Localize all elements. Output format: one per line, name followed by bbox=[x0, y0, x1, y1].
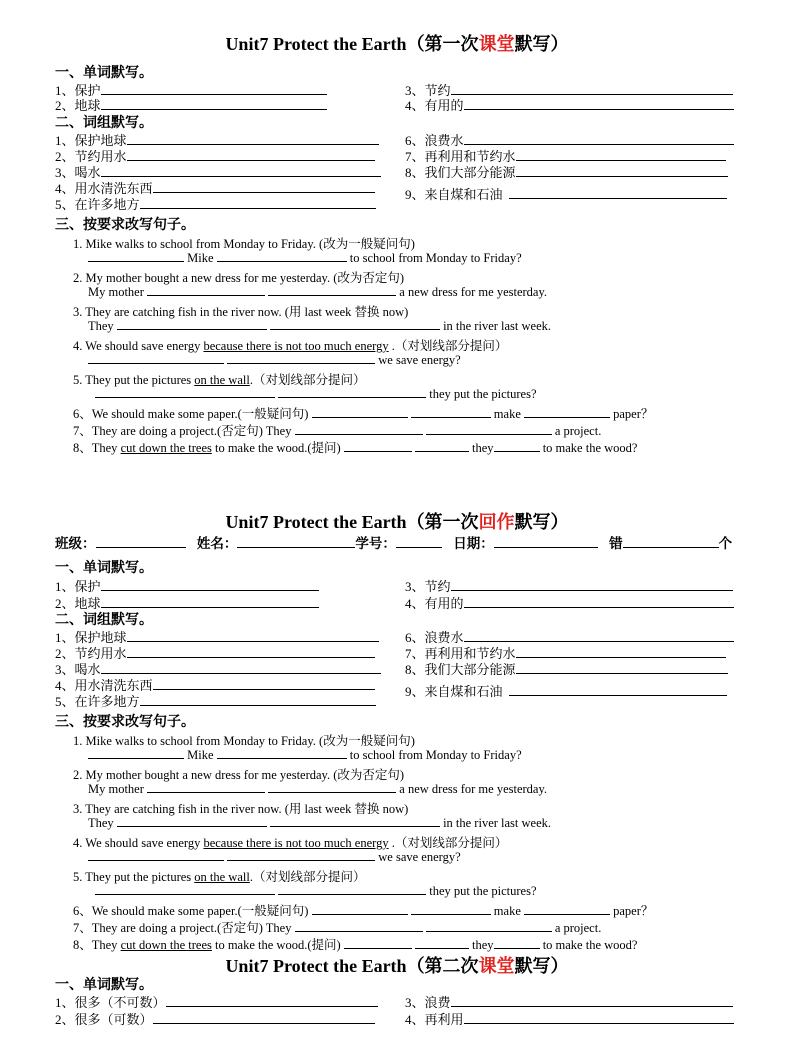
sentence-6: 6、We should make some paper.(一般疑问句) make paper？ bbox=[73, 904, 654, 918]
answer-blank[interactable] bbox=[96, 536, 186, 548]
section-sentences-heading-2: 三、按要求改写句子。 bbox=[55, 715, 195, 730]
answer-blank[interactable] bbox=[344, 441, 412, 452]
phrase-item-1: 1、保护地球 bbox=[55, 130, 379, 149]
answer-blank[interactable] bbox=[516, 646, 726, 658]
answer-blank[interactable] bbox=[101, 596, 319, 608]
sentence-5-answer: they put the pictures? bbox=[95, 387, 537, 402]
answer-blank[interactable] bbox=[166, 995, 378, 1007]
phrase-item-8: 8、我们大部分能源 bbox=[405, 162, 728, 181]
answer-blank[interactable] bbox=[451, 579, 733, 591]
answer-blank[interactable] bbox=[516, 662, 728, 674]
answer-blank[interactable] bbox=[278, 884, 426, 895]
section-sentences-heading: 三、按要求改写句子。 bbox=[55, 218, 195, 233]
sentence-4-answer: we save energy? bbox=[88, 850, 461, 865]
phrase-item-9: 9、来自煤和石油 bbox=[405, 681, 727, 700]
answer-blank[interactable] bbox=[88, 850, 224, 861]
answer-blank[interactable] bbox=[227, 353, 375, 364]
answer-blank[interactable] bbox=[153, 1012, 375, 1024]
sheet3-title: Unit7 Protect the Earth（第二次课堂默写） bbox=[225, 956, 569, 976]
section-words-heading-3: 一、单词默写。 bbox=[55, 978, 153, 993]
answer-blank[interactable] bbox=[140, 694, 376, 706]
word-item-3: 3、节约 bbox=[405, 80, 733, 99]
answer-blank[interactable] bbox=[411, 407, 491, 418]
sentence-2-prompt: 2. My mother bought a new dress for me yesterday. (改为否定句) bbox=[73, 271, 405, 285]
answer-blank[interactable] bbox=[101, 83, 327, 95]
sentence-1-answer: Mike to school from Monday to Friday? bbox=[88, 748, 522, 763]
answer-blank[interactable] bbox=[217, 251, 347, 262]
word-item-4: 4、再利用 bbox=[405, 1009, 734, 1028]
answer-blank[interactable] bbox=[227, 850, 375, 861]
answer-blank[interactable] bbox=[494, 441, 540, 452]
answer-blank[interactable] bbox=[426, 424, 552, 435]
sentence-5-prompt: 5. They put the pictures on the wall.（对划线部分提问） bbox=[73, 870, 366, 884]
answer-blank[interactable] bbox=[95, 387, 275, 398]
sentence-2-answer: My mother a new dress for me yesterday. bbox=[88, 285, 548, 299]
answer-blank[interactable] bbox=[88, 251, 184, 262]
answer-blank[interactable] bbox=[494, 536, 598, 548]
section-phrases-heading: 二、词组默写。 bbox=[55, 116, 153, 131]
answer-blank[interactable] bbox=[268, 285, 396, 296]
answer-blank[interactable] bbox=[623, 536, 719, 548]
sentence-8: 8、They cut down the trees to make the wood.(提问) they to make the wood? bbox=[73, 938, 638, 952]
sentence-5-answer: they put the pictures? bbox=[95, 884, 537, 899]
answer-blank[interactable] bbox=[509, 684, 727, 696]
phrase-item-5: 5、在许多地方 bbox=[55, 194, 376, 213]
answer-blank[interactable] bbox=[270, 319, 440, 330]
answer-blank[interactable] bbox=[127, 646, 375, 658]
sentence-3-answer: They in the river last week. bbox=[88, 319, 552, 333]
answer-blank[interactable] bbox=[295, 424, 423, 435]
phrase-item-6: 6、浪费水 bbox=[405, 627, 734, 646]
answer-blank[interactable] bbox=[88, 748, 184, 759]
word-item-3: 3、浪费 bbox=[405, 992, 733, 1011]
answer-blank[interactable] bbox=[516, 149, 726, 161]
word-item-1: 1、保护 bbox=[55, 576, 319, 595]
answer-blank[interactable] bbox=[101, 579, 319, 591]
sheet1-title: Unit7 Protect the Earth（第一次课堂默写） bbox=[225, 34, 569, 54]
word-item-4: 4、有用的 bbox=[405, 593, 734, 612]
word-item-1: 1、很多（不可数） bbox=[55, 992, 378, 1011]
answer-blank[interactable] bbox=[312, 904, 408, 915]
phrase-item-1: 1、保护地球 bbox=[55, 627, 379, 646]
phrase-item-3: 3、喝水 bbox=[55, 162, 381, 181]
word-item-2: 2、地球 bbox=[55, 593, 319, 612]
answer-blank[interactable] bbox=[451, 995, 733, 1007]
answer-blank[interactable] bbox=[509, 187, 727, 199]
answer-blank[interactable] bbox=[117, 319, 267, 330]
phrase-item-7: 7、再利用和节约水 bbox=[405, 146, 726, 165]
sentence-2-prompt: 2. My mother bought a new dress for me yesterday. (改为否定句) bbox=[73, 768, 405, 782]
answer-blank[interactable] bbox=[312, 407, 408, 418]
phrase-item-6: 6、浪费水 bbox=[405, 130, 734, 149]
answer-blank[interactable] bbox=[464, 1012, 734, 1024]
answer-blank[interactable] bbox=[278, 387, 426, 398]
answer-blank[interactable] bbox=[464, 630, 734, 642]
answer-blank[interactable] bbox=[524, 904, 610, 915]
sentence-2-answer: My mother a new dress for me yesterday. bbox=[88, 782, 548, 796]
section-phrases-heading-2: 二、词组默写。 bbox=[55, 613, 153, 628]
answer-blank[interactable] bbox=[464, 133, 734, 145]
answer-blank[interactable] bbox=[88, 353, 224, 364]
sentence-7: 7、They are doing a project.(否定句) They a project. bbox=[73, 921, 602, 935]
answer-blank[interactable] bbox=[101, 165, 381, 177]
word-item-2: 2、很多（可数） bbox=[55, 1009, 375, 1028]
answer-blank[interactable] bbox=[464, 596, 734, 608]
answer-blank[interactable] bbox=[426, 921, 552, 932]
answer-blank[interactable] bbox=[415, 938, 469, 949]
answer-blank[interactable] bbox=[415, 441, 469, 452]
answer-blank[interactable] bbox=[153, 678, 375, 690]
answer-blank[interactable] bbox=[127, 630, 379, 642]
sentence-4-answer: we save energy? bbox=[88, 353, 461, 368]
phrase-item-9: 9、来自煤和石油 bbox=[405, 184, 727, 203]
phrase-item-5: 5、在许多地方 bbox=[55, 691, 376, 710]
sentence-6: 6、We should make some paper.(一般疑问句) make paper？ bbox=[73, 407, 654, 421]
student-info-row: 班级： 姓名： 学号： 日期： 错 个 bbox=[55, 536, 733, 551]
word-item-1: 1、保护 bbox=[55, 80, 327, 99]
phrase-item-3: 3、喝水 bbox=[55, 659, 381, 678]
word-item-4: 4、有用的 bbox=[405, 95, 734, 114]
answer-blank[interactable] bbox=[268, 782, 396, 793]
answer-blank[interactable] bbox=[344, 938, 412, 949]
phrase-item-7: 7、再利用和节约水 bbox=[405, 643, 726, 662]
phrase-item-4: 4、用水清洗东西 bbox=[55, 178, 375, 197]
sentence-4-prompt: 4. We should save energy because there is not too much energy .（对划线部分提问） bbox=[73, 836, 508, 850]
answer-blank[interactable] bbox=[147, 285, 265, 296]
answer-blank[interactable] bbox=[127, 149, 375, 161]
sentence-4-prompt: 4. We should save energy because there is not too much energy .（对划线部分提问） bbox=[73, 339, 508, 353]
answer-blank[interactable] bbox=[117, 816, 267, 827]
answer-blank[interactable] bbox=[411, 904, 491, 915]
answer-blank[interactable] bbox=[237, 536, 355, 548]
section-words-heading-2: 一、单词默写。 bbox=[55, 561, 153, 576]
sentence-3-answer: They in the river last week. bbox=[88, 816, 552, 830]
sentence-1-prompt: 1. Mike walks to school from Monday to Friday. (改为一般疑问句) bbox=[73, 237, 415, 251]
answer-blank[interactable] bbox=[95, 884, 275, 895]
answer-blank[interactable] bbox=[295, 921, 423, 932]
answer-blank[interactable] bbox=[101, 662, 381, 674]
phrase-item-4: 4、用水清洗东西 bbox=[55, 675, 375, 694]
sheet2-title: Unit7 Protect the Earth（第一次回作默写） bbox=[225, 512, 569, 532]
word-item-2: 2、地球 bbox=[55, 95, 327, 114]
answer-blank[interactable] bbox=[147, 782, 265, 793]
answer-blank[interactable] bbox=[140, 197, 376, 209]
sentence-5-prompt: 5. They put the pictures on the wall.（对划线部分提问） bbox=[73, 373, 366, 387]
answer-blank[interactable] bbox=[153, 181, 375, 193]
phrase-item-2: 2、节约用水 bbox=[55, 643, 375, 662]
section-words-heading: 一、单词默写。 bbox=[55, 66, 153, 81]
answer-blank[interactable] bbox=[451, 83, 733, 95]
answer-blank[interactable] bbox=[101, 98, 327, 110]
answer-blank[interactable] bbox=[270, 816, 440, 827]
phrase-item-2: 2、节约用水 bbox=[55, 146, 375, 165]
answer-blank[interactable] bbox=[494, 938, 540, 949]
answer-blank[interactable] bbox=[217, 748, 347, 759]
word-item-3: 3、节约 bbox=[405, 576, 733, 595]
sentence-7: 7、They are doing a project.(否定句) They a project. bbox=[73, 424, 602, 438]
answer-blank[interactable] bbox=[464, 98, 734, 110]
sentence-3-prompt: 3. They are catching fish in the river now. (用 last week 替换 now) bbox=[73, 305, 409, 319]
sentence-1-prompt: 1. Mike walks to school from Monday to Friday. (改为一般疑问句) bbox=[73, 734, 415, 748]
sentence-3-prompt: 3. They are catching fish in the river now. (用 last week 替换 now) bbox=[73, 802, 409, 816]
answer-blank[interactable] bbox=[516, 165, 728, 177]
answer-blank[interactable] bbox=[396, 536, 442, 548]
sentence-8: 8、They cut down the trees to make the wood.(提问) they to make the wood? bbox=[73, 441, 638, 455]
answer-blank[interactable] bbox=[127, 133, 379, 145]
sentence-1-answer: Mike to school from Monday to Friday? bbox=[88, 251, 522, 266]
phrase-item-8: 8、我们大部分能源 bbox=[405, 659, 728, 678]
answer-blank[interactable] bbox=[524, 407, 610, 418]
